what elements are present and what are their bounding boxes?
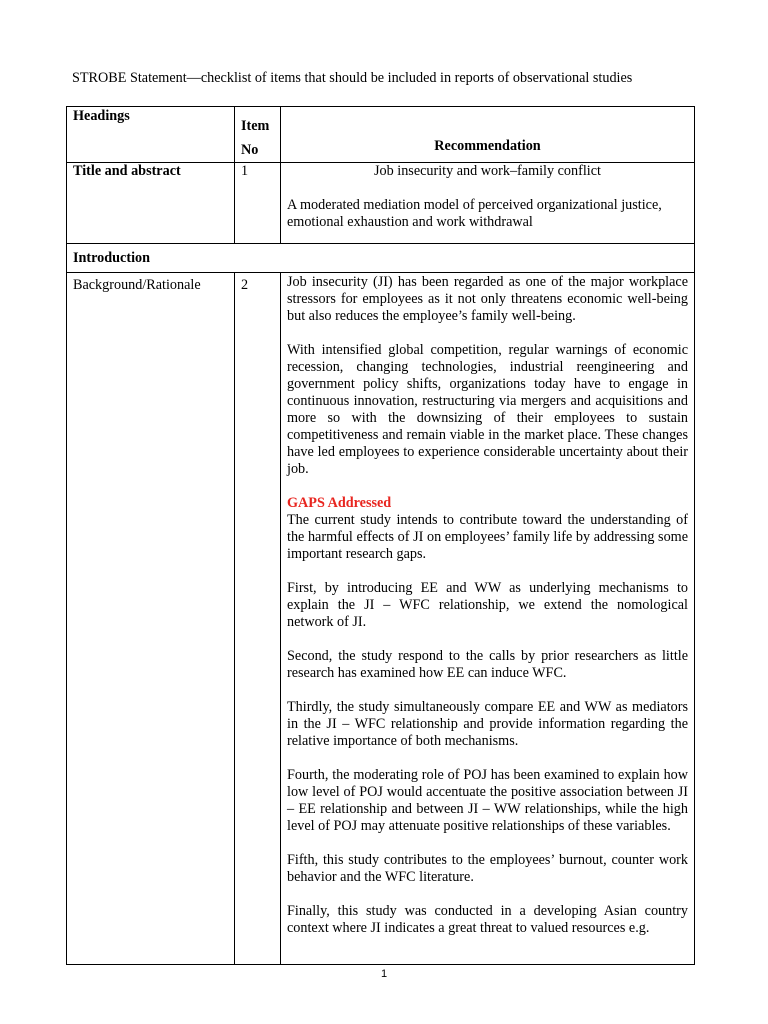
study-title: Job insecurity and work–family conflict	[374, 163, 601, 179]
strobe-checklist-table	[66, 106, 695, 965]
row-heading-title-abstract: Title and abstract	[73, 163, 181, 179]
section-cell	[67, 244, 695, 273]
recommendation-cell	[281, 163, 695, 244]
row-heading-background: Background/Rationale	[73, 277, 201, 293]
header-recommendation: Recommendation	[434, 138, 541, 154]
heading-cell	[67, 163, 235, 244]
header-recommendation-cell	[281, 107, 695, 163]
item-cell	[235, 163, 281, 244]
item-number: 2	[241, 277, 249, 293]
paragraph: Second, the study respond to the calls by prior researchers as little research has examined how EE can induce WFC.	[287, 648, 688, 681]
paragraph: The current study intends to contribute toward the understanding of the harmful effects of JI on employees’ family life by addressing some important research gaps.	[287, 512, 688, 562]
paragraph: Fifth, this study contributes to the employees’ burnout, counter work behavior and the WFC literature.	[287, 852, 688, 885]
item-number: 1	[241, 163, 249, 179]
document-title: STROBE Statement—checklist of items that should be included in reports of observational studies	[72, 70, 633, 86]
table-header-row	[67, 107, 695, 163]
header-headings: Headings	[73, 108, 130, 124]
paragraph: Finally, this study was conducted in a developing Asian country context where JI indicates a great threat to valued resources e.g.	[287, 903, 688, 936]
gaps-heading: GAPS Addressed	[287, 495, 392, 511]
paragraph: Fourth, the moderating role of POJ has been examined to explain how low level of POJ would accentuate the positive association between JI – EE relationship and between JI – WW relationships, while the high level of POJ may attenuate positive relationships of these variables.	[287, 767, 688, 834]
section-introduction: Introduction	[73, 250, 150, 266]
table-row-title-abstract	[67, 163, 695, 244]
recommendation-cell	[281, 273, 695, 965]
header-item-label: Item	[241, 118, 270, 134]
header-no-label: No	[241, 142, 259, 158]
item-cell	[235, 273, 281, 965]
paragraph: With intensified global competition, regular warnings of economic recession, changing technologies, industrial reengineering and government policy shifts, organizations today have to engage in continuous innovation, restructuring via mergers and acquisitions and more so with the downsizing of their employees to sustain competitiveness and remain viable in the market place. These changes have led employees to experience considerable uncertainty about their job.	[287, 342, 688, 477]
heading-cell	[67, 273, 235, 965]
table-row-introduction	[67, 244, 695, 273]
paragraph: Thirdly, the study simultaneously compare EE and WW as mediators in the JI – WFC relationship and provide information regarding the relative importance of both mechanisms.	[287, 699, 688, 749]
header-item-no	[241, 114, 274, 162]
study-subtitle: A moderated mediation model of perceived organizational justice, emotional exhaustion and work withdrawal	[287, 197, 662, 230]
table-row-background	[67, 273, 695, 965]
page-number: 1	[380, 968, 388, 980]
paragraph: First, by introducing EE and WW as underlying mechanisms to explain the JI – WFC relationship, we extend the nomological network of JI.	[287, 580, 688, 630]
header-item-no-cell	[235, 107, 281, 163]
header-headings-cell	[67, 107, 235, 163]
paragraph: Job insecurity (JI) has been regarded as one of the major workplace stressors for employees as it not only threatens economic well-being but also reduces the employee’s family well-being.	[287, 274, 688, 324]
